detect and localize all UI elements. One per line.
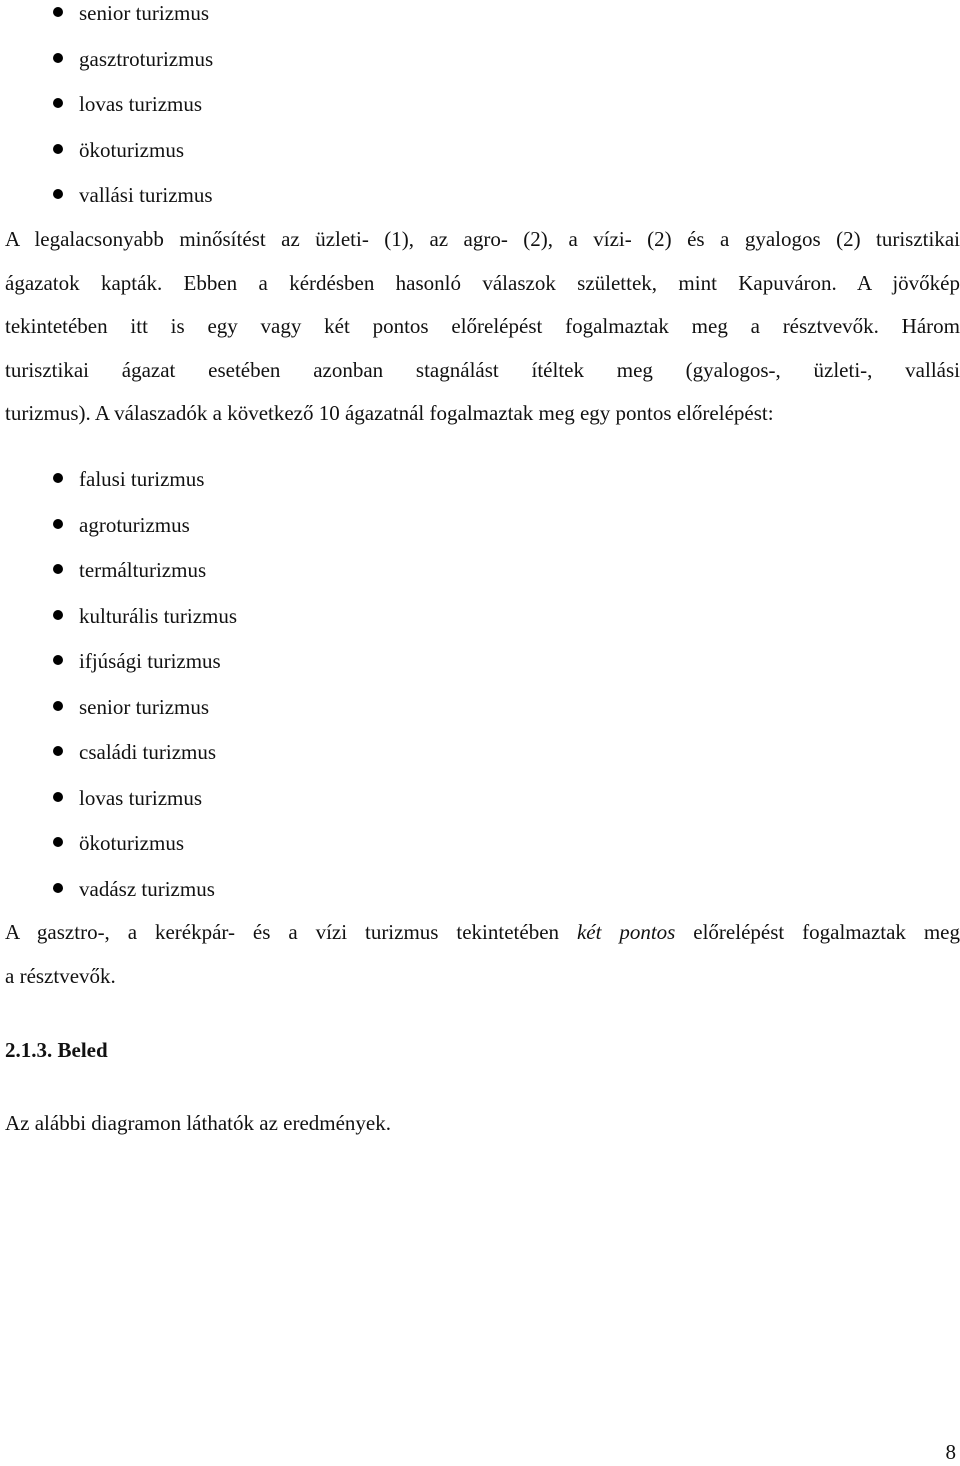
paragraph-text: A gasztro-, a kerékpár- és a vízi turizmus tekintetében: [5, 920, 577, 944]
list-item: [0, 45, 960, 91]
list-item-text: lovas turizmus: [79, 785, 203, 810]
bullet-icon: [53, 189, 63, 199]
emphasis-text: két pontos: [576, 920, 676, 944]
bullet-icon: [53, 7, 63, 17]
paragraph-text: előrelépést fogalmaztak meg: [675, 920, 960, 944]
list-item: [0, 511, 960, 557]
list-item: [0, 0, 960, 45]
list-item-text: ökoturizmus: [79, 831, 184, 855]
paragraph-line: [5, 918, 960, 962]
list-item: [0, 738, 960, 784]
list-item: [0, 875, 960, 921]
list-item: [0, 647, 960, 693]
list-item-text: vadász turizmus: [79, 876, 215, 901]
list-item: [0, 602, 960, 648]
list-item: [0, 136, 960, 182]
closing-sentence: Az alábbi diagramon láthatók az eredmények.: [5, 1111, 391, 1135]
paragraph-line: a résztvevők.: [5, 964, 116, 988]
list-item: [0, 693, 960, 739]
paragraph-line: turizmus). A válaszadók a következő 10 ágazatnál fogalmaztak meg egy pontos előrelépést:: [5, 401, 774, 425]
paragraph-line: A legalacsonyabb minősítést az üzleti- (1), az agro- (2), a vízi- (2) és a gyalogos (2) turisztikai: [5, 227, 960, 251]
bullet-icon: [53, 473, 63, 483]
list-item-text: senior turizmus: [79, 1, 210, 25]
bullet-icon: [53, 883, 63, 893]
paragraph-line: ágazatok kapták. Ebben a kérdésben hasonló válaszok születtek, mint Kapuváron. A jövőkép: [5, 270, 960, 295]
list-item: [0, 829, 960, 875]
list-item-text: senior turizmus: [79, 694, 210, 719]
list-item: [0, 90, 960, 136]
list-item-text: falusi turizmus: [79, 467, 205, 491]
bullet-icon: [53, 701, 63, 711]
list-item-text: gasztroturizmus: [79, 46, 214, 71]
bullet-icon: [53, 144, 63, 154]
bullet-icon: [53, 792, 63, 802]
paragraph-two-point: [5, 918, 960, 1006]
bullet-icon: [53, 655, 63, 665]
list-item-text: ökoturizmus: [79, 137, 184, 162]
bullet-icon: [53, 564, 63, 574]
list-item: [0, 181, 960, 227]
page-number: 8: [945, 1440, 956, 1464]
bullet-icon: [53, 98, 63, 108]
list-item-text: kulturális turizmus: [79, 603, 238, 628]
paragraph-line: turisztikai ágazat esetében azonban stagnálást ítéltek meg (gyalogos-, üzleti-, vallási: [5, 357, 960, 382]
list-item-text: agroturizmus: [79, 512, 190, 537]
bullet-icon: [53, 519, 63, 529]
bullet-list-bottom: [0, 465, 960, 920]
bullet-list-top: [0, 0, 960, 227]
bullet-icon: [53, 746, 63, 756]
list-item: [0, 556, 960, 602]
bullet-icon: [53, 53, 63, 63]
list-item-text: lovas turizmus: [79, 92, 203, 116]
bullet-icon: [53, 610, 63, 620]
list-item-text: ifjúsági turizmus: [79, 649, 221, 673]
paragraph-ratings: [5, 225, 960, 443]
paragraph-line: tekintetében itt is egy vagy két pontos előrelépést fogalmaztak meg a résztvevők. Három: [5, 314, 960, 338]
bullet-icon: [53, 837, 63, 847]
list-item-text: termálturizmus: [79, 558, 207, 582]
list-item-text: vallási turizmus: [79, 183, 213, 207]
list-item: [0, 784, 960, 830]
section-heading: 2.1.3. Beled: [5, 1038, 108, 1062]
list-item-text: családi turizmus: [79, 740, 217, 764]
list-item: [0, 465, 960, 511]
